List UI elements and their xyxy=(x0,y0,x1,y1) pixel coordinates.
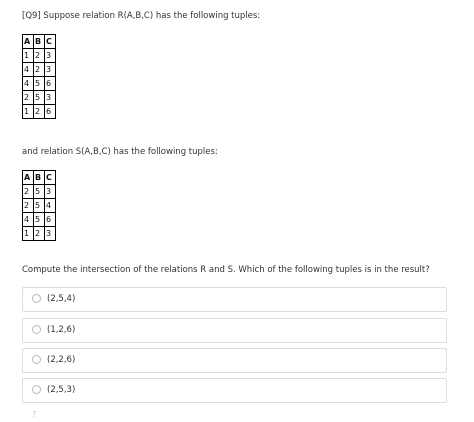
table-cell: 5 xyxy=(34,199,45,213)
radio-button[interactable] xyxy=(32,325,41,334)
table-cell: 1 xyxy=(23,105,34,119)
radio-button[interactable] xyxy=(32,294,41,303)
table-cell: 2 xyxy=(23,185,34,199)
option-label: (2,5,4) xyxy=(47,294,76,304)
answer-option-1[interactable] xyxy=(22,287,447,312)
table-cell: 2 xyxy=(23,199,34,213)
table-cell: 6 xyxy=(45,213,56,227)
question-title: [Q9] Suppose relation R(A,B,C) has the following tuples: xyxy=(22,11,261,21)
table-header-row xyxy=(23,35,56,49)
option-label: (2,5,3) xyxy=(47,385,76,395)
column-header-b: B xyxy=(34,171,45,185)
option-label: (1,2,6) xyxy=(47,325,76,335)
table-cell: 1 xyxy=(23,227,34,241)
table-row xyxy=(23,185,56,199)
table-row xyxy=(23,227,56,241)
column-header-c: C xyxy=(45,171,56,185)
table-cell: 5 xyxy=(34,185,45,199)
table-cell: 4 xyxy=(23,213,34,227)
answer-option-4[interactable] xyxy=(22,378,447,403)
table-header-row xyxy=(23,171,56,185)
answer-option-3[interactable] xyxy=(22,348,447,373)
table-row xyxy=(23,199,56,213)
table-cell: 4 xyxy=(45,199,56,213)
table-cell: 5 xyxy=(34,213,45,227)
table-cell: 6 xyxy=(45,105,56,119)
table-cell: 2 xyxy=(34,63,45,77)
option-label: (2,2,6) xyxy=(47,355,76,365)
table-cell: 3 xyxy=(45,185,56,199)
table-cell: 1 xyxy=(23,49,34,63)
column-header-a: A xyxy=(23,171,34,185)
relation-s-table xyxy=(22,170,56,241)
table-cell: 6 xyxy=(45,77,56,91)
table-row xyxy=(23,49,56,63)
radio-button[interactable] xyxy=(32,355,41,364)
table-cell: 5 xyxy=(34,91,45,105)
table-cell: 3 xyxy=(45,227,56,241)
column-header-a: A xyxy=(23,35,34,49)
table-cell: 4 xyxy=(23,63,34,77)
help-icon[interactable]: ? xyxy=(32,410,37,419)
table-cell: 2 xyxy=(23,91,34,105)
table-cell: 3 xyxy=(45,49,56,63)
table-cell: 3 xyxy=(45,91,56,105)
table-row xyxy=(23,91,56,105)
column-header-c: C xyxy=(45,35,56,49)
question-prompt: Compute the intersection of the relations R and S. Which of the following tuples is in the result? xyxy=(22,265,430,275)
table-cell: 2 xyxy=(34,227,45,241)
table-cell: 2 xyxy=(34,105,45,119)
table-cell: 3 xyxy=(45,63,56,77)
answer-option-2[interactable] xyxy=(22,318,447,343)
column-header-b: B xyxy=(34,35,45,49)
table-cell: 2 xyxy=(34,49,45,63)
relation-s-intro: and relation S(A,B,C) has the following tuples: xyxy=(22,147,218,157)
relation-r-table xyxy=(22,34,56,119)
table-row xyxy=(23,63,56,77)
table-cell: 4 xyxy=(23,77,34,91)
radio-button[interactable] xyxy=(32,385,41,394)
table-row xyxy=(23,213,56,227)
table-cell: 5 xyxy=(34,77,45,91)
table-row xyxy=(23,105,56,119)
table-row xyxy=(23,77,56,91)
